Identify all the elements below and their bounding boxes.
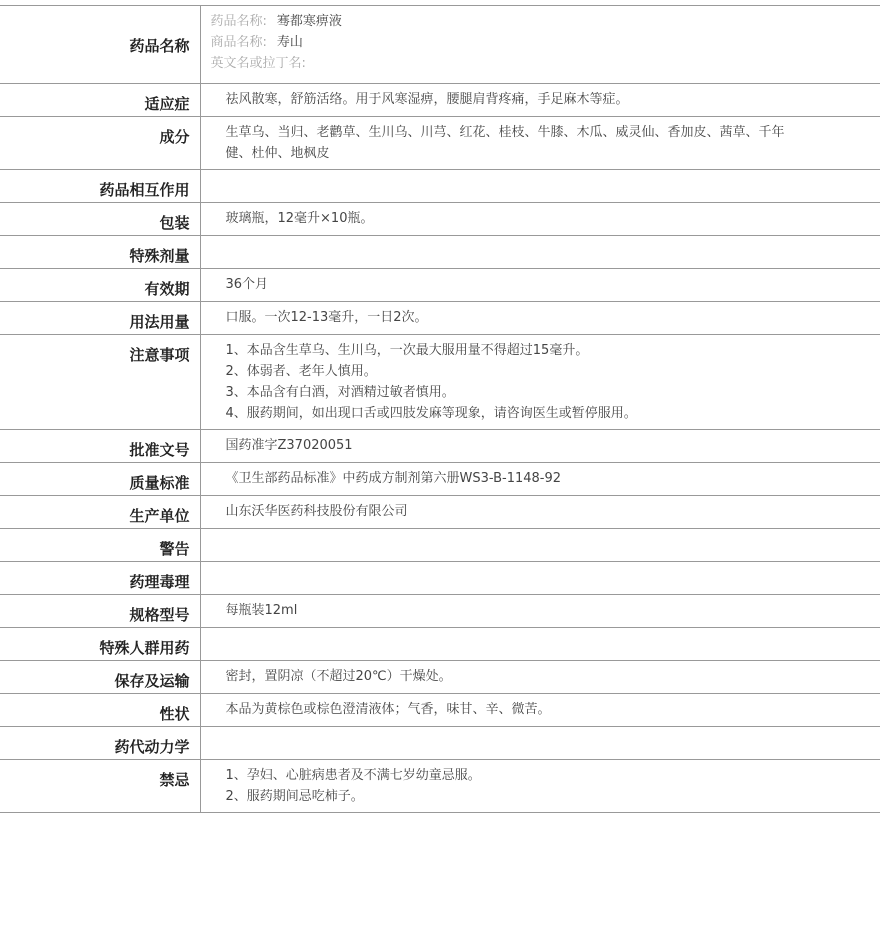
label-interactions: 药品相互作用 bbox=[0, 170, 200, 203]
notes-line: 2、体弱者、老年人慎用。 bbox=[225, 364, 377, 379]
value-special-groups bbox=[200, 628, 880, 661]
trade-name-value: 寿山 bbox=[276, 35, 303, 50]
label-warning: 警告 bbox=[0, 529, 200, 562]
value-drug-name bbox=[200, 6, 880, 84]
row-manufacturer bbox=[0, 496, 880, 529]
label-ingredients: 成分 bbox=[0, 117, 200, 170]
row-storage bbox=[0, 661, 880, 694]
row-standard bbox=[0, 463, 880, 496]
label-notes: 注意事项 bbox=[0, 335, 200, 430]
value-storage: 密封，置阴凉（不超过20℃）干燥处。 bbox=[200, 661, 880, 694]
row-indication bbox=[0, 84, 880, 117]
label-pharmacokinetics: 药代动力学 bbox=[0, 727, 200, 760]
value-expiry: 36个月 bbox=[200, 269, 880, 302]
label-appearance: 性状 bbox=[0, 694, 200, 727]
row-package bbox=[0, 203, 880, 236]
generic-name-value: 骞都寒痹液 bbox=[276, 14, 342, 29]
drug-spec-table bbox=[0, 5, 880, 813]
label-toxicology: 药理毒理 bbox=[0, 562, 200, 595]
label-standard: 质量标准 bbox=[0, 463, 200, 496]
value-indication: 祛风散寒，舒筋活络。用于风寒湿痹，腰腿肩背疼痛，手足麻木等症。 bbox=[200, 84, 880, 117]
label-special-groups: 特殊人群用药 bbox=[0, 628, 200, 661]
row-expiry bbox=[0, 269, 880, 302]
notes-line: 1、本品含生草乌、生川乌，一次最大服用量不得超过15毫升。 bbox=[225, 343, 589, 358]
generic-name-line bbox=[211, 11, 871, 32]
label-contraindications: 禁忌 bbox=[0, 760, 200, 813]
value-standard: 《卫生部药品标准》中药成方制剂第六册WS3-B-1148-92 bbox=[200, 463, 880, 496]
value-package: 玻璃瓶，12毫升×10瓶。 bbox=[200, 203, 880, 236]
row-notes bbox=[0, 335, 880, 430]
value-warning bbox=[200, 529, 880, 562]
ingredients-text: 生草乌、当归、老鹳草、生川乌、川芎、红花、桂枝、牛膝、木瓜、威灵仙、香加皮、茜草、千年健、杜仲、地枫皮 bbox=[225, 125, 785, 161]
row-appearance bbox=[0, 694, 880, 727]
value-approval: 国药准字Z37020051 bbox=[200, 430, 880, 463]
value-appearance: 本品为黄棕色或棕色澄清液体；气香，味甘、辛、微苦。 bbox=[200, 694, 880, 727]
value-usage: 口服。一次12-13毫升，一日2次。 bbox=[200, 302, 880, 335]
row-drug-name bbox=[0, 6, 880, 84]
label-storage: 保存及运输 bbox=[0, 661, 200, 694]
row-usage bbox=[0, 302, 880, 335]
label-indication: 适应症 bbox=[0, 84, 200, 117]
value-contraindications bbox=[200, 760, 880, 813]
row-special-groups bbox=[0, 628, 880, 661]
row-interactions bbox=[0, 170, 880, 203]
label-manufacturer: 生产单位 bbox=[0, 496, 200, 529]
row-toxicology bbox=[0, 562, 880, 595]
row-warning bbox=[0, 529, 880, 562]
trade-name-line bbox=[211, 32, 871, 53]
label-special-dose: 特殊剂量 bbox=[0, 236, 200, 269]
row-special-dose bbox=[0, 236, 880, 269]
notes-line: 3、本品含有白酒，对酒精过敏者慎用。 bbox=[225, 385, 455, 400]
english-name-key: 英文名或拉丁名: bbox=[210, 56, 306, 71]
row-pharmacokinetics bbox=[0, 727, 880, 760]
value-special-dose bbox=[200, 236, 880, 269]
generic-name-key: 药品名称: bbox=[210, 14, 267, 29]
contraindication-line: 2、服药期间忌吃柿子。 bbox=[225, 789, 364, 804]
value-manufacturer: 山东沃华医药科技股份有限公司 bbox=[200, 496, 880, 529]
value-ingredients bbox=[200, 117, 880, 170]
label-spec: 规格型号 bbox=[0, 595, 200, 628]
english-name-line bbox=[211, 53, 871, 74]
contraindication-line: 1、孕妇、心脏病患者及不满七岁幼童忌服。 bbox=[225, 768, 481, 783]
row-approval bbox=[0, 430, 880, 463]
row-contraindications bbox=[0, 760, 880, 813]
trade-name-key: 商品名称: bbox=[210, 35, 267, 50]
label-expiry: 有效期 bbox=[0, 269, 200, 302]
label-package: 包装 bbox=[0, 203, 200, 236]
value-notes bbox=[200, 335, 880, 430]
value-spec: 每瓶装12ml bbox=[200, 595, 880, 628]
label-approval: 批准文号 bbox=[0, 430, 200, 463]
row-ingredients bbox=[0, 117, 880, 170]
value-pharmacokinetics bbox=[200, 727, 880, 760]
label-drug-name: 药品名称 bbox=[0, 6, 200, 84]
row-spec bbox=[0, 595, 880, 628]
notes-line: 4、服药期间，如出现口舌或四肢发麻等现象，请咨询医生或暂停服用。 bbox=[225, 406, 637, 421]
label-usage: 用法用量 bbox=[0, 302, 200, 335]
value-toxicology bbox=[200, 562, 880, 595]
value-interactions bbox=[200, 170, 880, 203]
